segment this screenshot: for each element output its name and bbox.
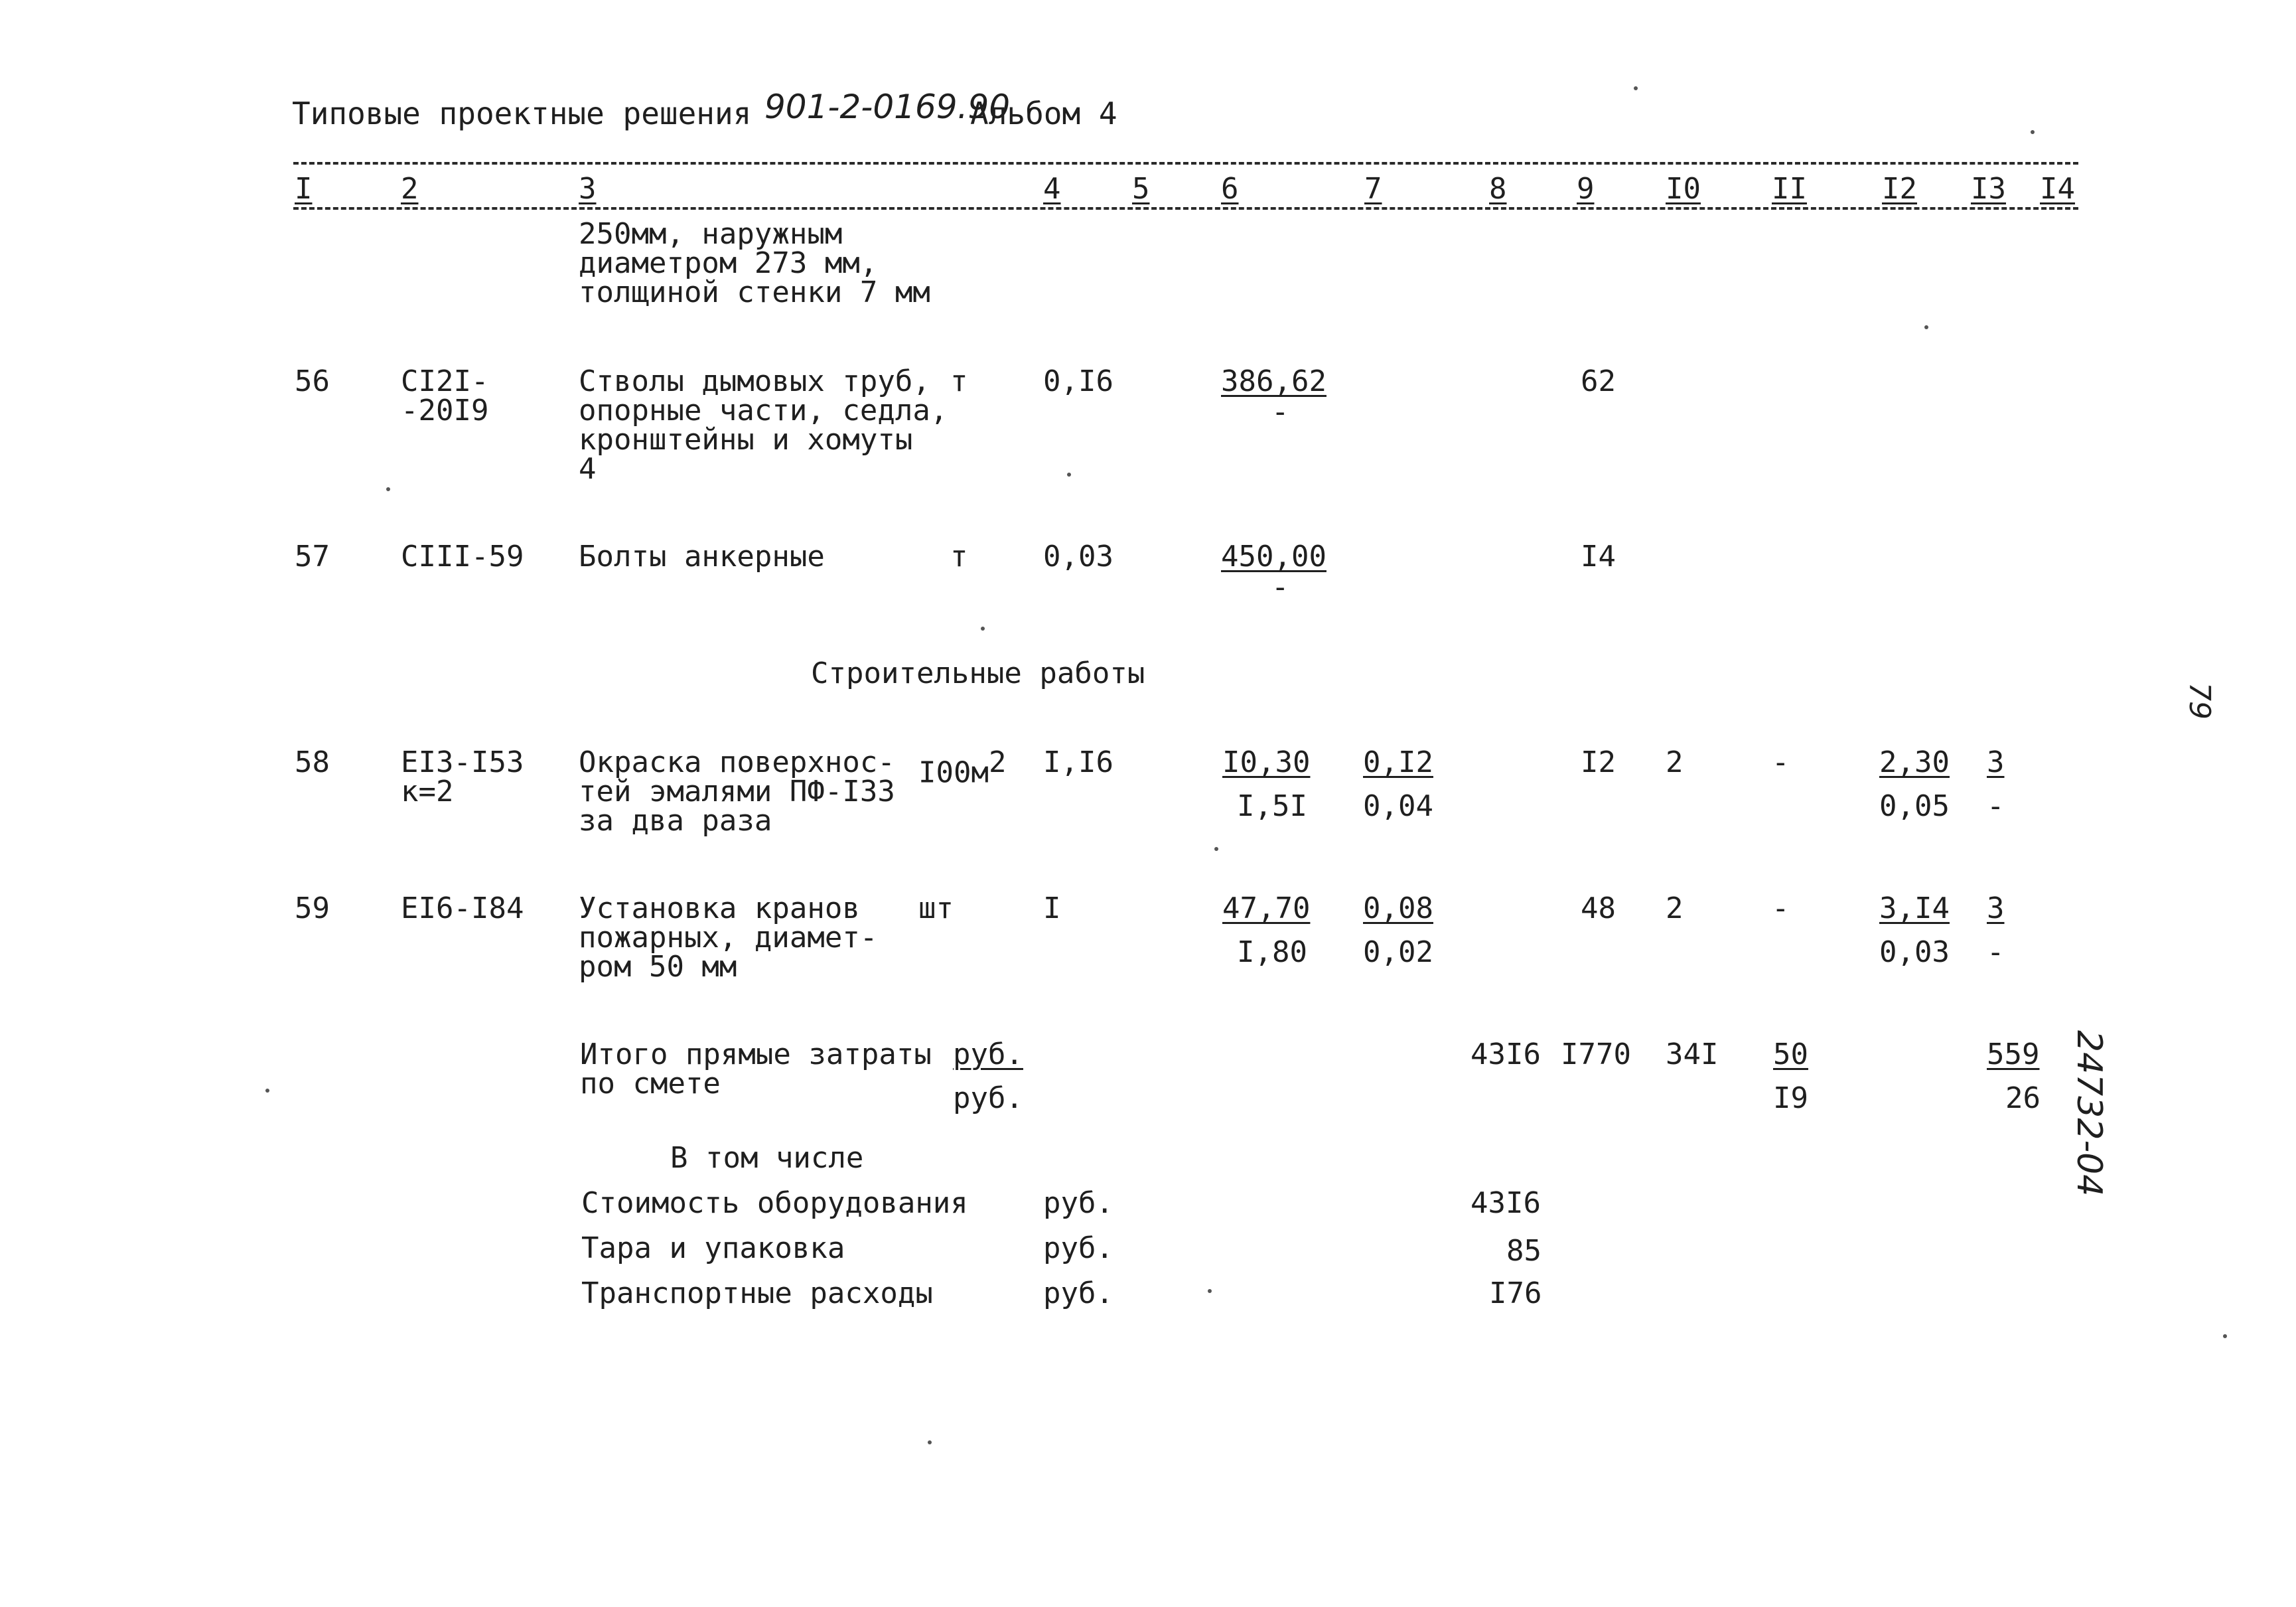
row-col10: 2	[1666, 745, 1684, 779]
row-quantity: I	[1043, 891, 1061, 925]
row-col11: -	[1772, 745, 1790, 779]
row-col6: 450,00	[1221, 540, 1327, 574]
row-code: CIII-59	[401, 540, 524, 574]
row-col9: I4	[1581, 540, 1616, 574]
including-value: 43I6	[1471, 1186, 1541, 1220]
row-col10: 2	[1666, 891, 1684, 925]
including-label: Транспортные расходы	[581, 1276, 933, 1310]
header-prefix: Типовые проектные решения	[292, 96, 752, 131]
row-unit: т	[950, 540, 968, 574]
column-header: 4	[1043, 172, 1061, 206]
column-header: 6	[1221, 172, 1239, 206]
column-header: 9	[1577, 172, 1595, 206]
row-col7-top: 0,08	[1363, 891, 1433, 925]
section-title: Строительные работы	[811, 656, 1145, 690]
including-value: I76	[1489, 1276, 1542, 1310]
column-header: 3	[579, 172, 597, 206]
column-header: I4	[2040, 172, 2075, 206]
continuation-line: толщиной стенки 7 мм	[579, 275, 930, 309]
scan-speck	[386, 487, 390, 491]
scan-speck	[1208, 1289, 1212, 1293]
scan-speck	[1634, 86, 1638, 90]
column-header: I	[295, 172, 313, 206]
row-quantity: 0,I6	[1043, 364, 1113, 398]
total-col11-bottom: I9	[1773, 1081, 1808, 1115]
row-col12-bottom: 0,03	[1879, 935, 1950, 969]
total-col9: I770	[1561, 1037, 1631, 1071]
row-col6-bottom: I,80	[1237, 935, 1307, 969]
row-number: 59	[295, 891, 330, 925]
column-header: II	[1772, 172, 1807, 206]
row-description: пожарных, диамет-	[579, 921, 878, 955]
scan-speck	[1924, 325, 1928, 329]
total-col8: 43I6	[1471, 1037, 1541, 1071]
header-album: Альбом 4	[970, 96, 1117, 131]
row-unit: шт	[918, 891, 954, 925]
row-col13-top: 3	[1987, 891, 2005, 925]
row-col9: I2	[1581, 745, 1616, 779]
row-col6-top: I0,30	[1222, 745, 1311, 779]
including-unit: руб.	[1043, 1186, 1113, 1220]
row-col6: 386,62	[1221, 364, 1327, 398]
row-description: ром 50 мм	[579, 950, 737, 984]
row-col7-top: 0,I2	[1363, 745, 1433, 779]
row-code: EI6-I84	[401, 891, 524, 925]
column-header: 8	[1489, 172, 1507, 206]
total-label: Итого прямые затраты	[580, 1037, 932, 1071]
including-label: Стоимость оборудования	[581, 1186, 968, 1220]
row-col7-bottom: 0,04	[1363, 789, 1433, 823]
row-description: тей эмалями ПФ-I33	[579, 775, 895, 808]
row-description: за два раза	[579, 804, 772, 838]
row-col6-bottom: I,5I	[1237, 789, 1307, 823]
page-number: 79	[2183, 682, 2216, 720]
row-description: Установка кранов	[579, 891, 860, 925]
column-header: 2	[401, 172, 419, 206]
row-code: CI2I-	[401, 364, 489, 398]
row-col9: 62	[1581, 364, 1616, 398]
row-col12-top: 3,I4	[1879, 891, 1950, 925]
row-code: к=2	[401, 775, 454, 808]
column-header: 7	[1364, 172, 1382, 206]
row-unit: т	[950, 364, 968, 398]
total-col13-top: 559	[1987, 1037, 2040, 1071]
scan-speck	[2223, 1334, 2227, 1338]
scan-speck	[2031, 130, 2035, 134]
row-col13-bottom: -	[1987, 935, 2005, 969]
continuation-line: диаметром 273 мм,	[579, 246, 878, 280]
row-quantity: I,I6	[1043, 745, 1113, 779]
including-unit: руб.	[1043, 1276, 1113, 1310]
row-description: Болты анкерные	[579, 540, 825, 574]
including-value: 85	[1506, 1234, 1542, 1268]
total-unit: руб.	[953, 1081, 1023, 1115]
total-col11-top: 50	[1773, 1037, 1808, 1071]
scan-speck	[1067, 473, 1071, 477]
row-description: кронштейны и хомуты	[579, 423, 913, 457]
document-number: 24732-04	[2069, 1030, 2109, 1197]
scan-speck	[981, 627, 985, 631]
column-header: I2	[1882, 172, 1917, 206]
row-description: Стволы дымовых труб,	[579, 364, 930, 398]
row-number: 56	[295, 364, 330, 398]
row-col6-top: 47,70	[1222, 891, 1311, 925]
including-unit: руб.	[1043, 1231, 1113, 1265]
row-number: 58	[295, 745, 330, 779]
row-description: опорные части, седла,	[579, 394, 948, 427]
row-col9: 48	[1581, 891, 1616, 925]
total-col13-bottom: 26	[2005, 1081, 2041, 1115]
column-header: 5	[1132, 172, 1150, 206]
including-title: В том числе	[670, 1141, 864, 1175]
header-rule-top	[293, 162, 2078, 165]
continuation-line: 250мм, наружным	[579, 217, 843, 251]
header-rule-bottom	[293, 207, 2078, 210]
row-col11: -	[1772, 891, 1790, 925]
row-col6-dash: -	[1271, 395, 1289, 429]
row-unit-text: I00м	[918, 755, 989, 790]
row-col7-bottom: 0,02	[1363, 935, 1433, 969]
row-col13-bottom: -	[1987, 789, 2005, 823]
scan-speck	[928, 1440, 932, 1444]
row-code: EI3-I53	[401, 745, 524, 779]
row-unit	[918, 747, 1006, 789]
row-code: -20I9	[401, 394, 489, 427]
row-col12-bottom: 0,05	[1879, 789, 1950, 823]
scan-speck	[265, 1089, 269, 1093]
row-description: Окраска поверхнос-	[579, 745, 895, 779]
row-number: 57	[295, 540, 330, 574]
row-quantity: 0,03	[1043, 540, 1113, 574]
column-header: I3	[1971, 172, 2006, 206]
total-unit: руб.	[953, 1037, 1023, 1071]
scan-speck	[1214, 847, 1218, 851]
row-col13-top: 3	[1987, 745, 2005, 779]
column-header: I0	[1666, 172, 1701, 206]
row-col12-top: 2,30	[1879, 745, 1950, 779]
row-col6-dash: -	[1271, 570, 1289, 604]
header-code: 901-2-0169.90	[764, 88, 1011, 126]
total-col10: 34I	[1666, 1037, 1719, 1071]
row-description: 4	[579, 452, 597, 486]
including-label: Тара и упаковка	[581, 1231, 845, 1265]
row-unit-sup: 2	[988, 745, 1007, 779]
total-label: по смете	[580, 1067, 721, 1101]
